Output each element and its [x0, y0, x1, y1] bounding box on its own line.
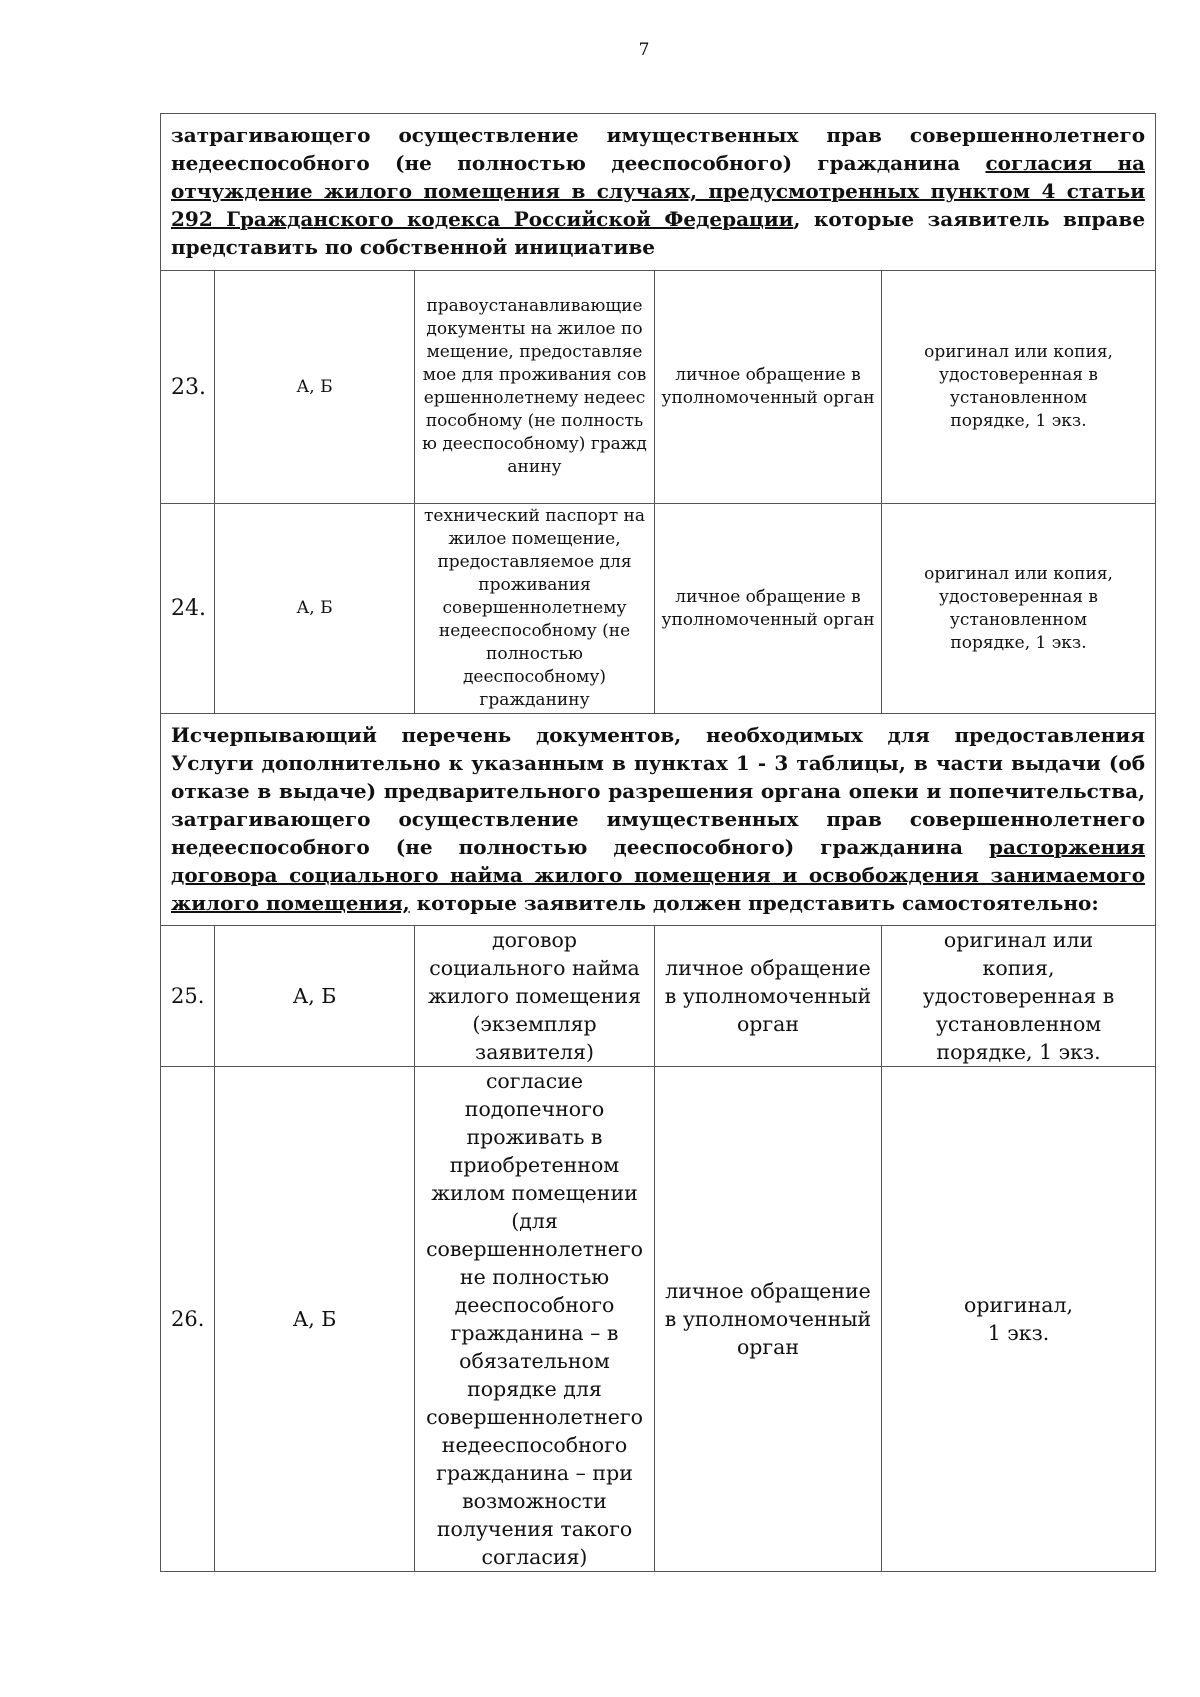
table-row — [161, 1067, 1156, 1572]
row-categories: А, Б — [215, 1067, 415, 1572]
section-text: Исчерпывающий перечень документов, необходимых для предоставления Услуги дополнительно к указанным в пунктах 1 - 3 таблицы, в части выдачи (об отказе в выдаче) предварительного разрешения органа опеки и попечительства, затрагивающего осуществление имущественных прав совершеннолетнего недееспособного (не полностью дееспособного) гражданина — [171, 722, 1146, 859]
row-number: 23. — [161, 271, 215, 504]
section-header-required-documents — [161, 714, 1156, 926]
section-header-optional-documents — [161, 114, 1156, 271]
row-method: личное обращение в уполномоченный орган — [655, 271, 882, 504]
documents-table — [160, 113, 1156, 1572]
table-row — [161, 926, 1156, 1067]
row-document: правоустанавливающие документы на жилое помещение, предоставляемое для проживания совершеннолетнему недееспособному (не полностью дееспособному) гражданину — [415, 271, 655, 504]
row-method: личное обращение в уполномоченный орган — [655, 504, 882, 714]
row-form: оригинал или копия, удостоверенная в установленном порядке, 1 экз. — [882, 504, 1156, 714]
section-text: затрагивающего осуществление имущественных прав совершеннолетнего недееспособного (не полностью дееспособного) гражданина — [171, 123, 1146, 175]
section-underlined-text: согласия на отчуждение жилого помещения в случаях, предусмотренных пунктом 4 статьи 292 Гражданского кодекса Российской Федерации — [171, 151, 1146, 231]
section-text-tail: которые заявитель должен представить самостоятельно: — [409, 890, 1099, 915]
row-form: оригинал, 1 экз. — [882, 1067, 1156, 1572]
row-form: оригинал или копия, удостоверенная в установленном порядке, 1 экз. — [882, 271, 1156, 504]
row-document: технический паспорт на жилое помещение, предоставляемое для проживания совершеннолетнему недееспособному (не полностью дееспособному) гражданину — [415, 504, 655, 714]
row-document: согласие подопечного проживать в приобретенном жилом помещении (для совершеннолетнего не полностью дееспособного гражданина – в обязательном порядке для совершеннолетнего недееспособного гражданина – при возможности получения такого согласия) — [415, 1067, 655, 1572]
row-number: 24. — [161, 504, 215, 714]
section-text-tail: , которые заявитель вправе представить по собственной инициативе — [171, 207, 1146, 259]
row-form: оригинал или копия, удостоверенная в установленном порядке, 1 экз. — [882, 926, 1156, 1067]
row-number: 25. — [161, 926, 215, 1067]
row-categories: А, Б — [215, 271, 415, 504]
table-row — [161, 271, 1156, 504]
section-header-text — [161, 714, 1156, 926]
row-categories: А, Б — [215, 504, 415, 714]
page-number: 7 — [638, 40, 650, 60]
row-method: личное обращение в уполномоченный орган — [655, 926, 882, 1067]
row-method: личное обращение в уполномоченный орган — [655, 1067, 882, 1572]
table-row — [161, 504, 1156, 714]
row-document: договор социального найма жилого помещения (экземпляр заявителя) — [415, 926, 655, 1067]
row-number: 26. — [161, 1067, 215, 1572]
section-underlined-text: расторжения договора социального найма жилого помещения и освобождения занимаемого жилого помещения, — [171, 834, 1146, 915]
row-categories: А, Б — [215, 926, 415, 1067]
section-header-text — [161, 114, 1156, 271]
